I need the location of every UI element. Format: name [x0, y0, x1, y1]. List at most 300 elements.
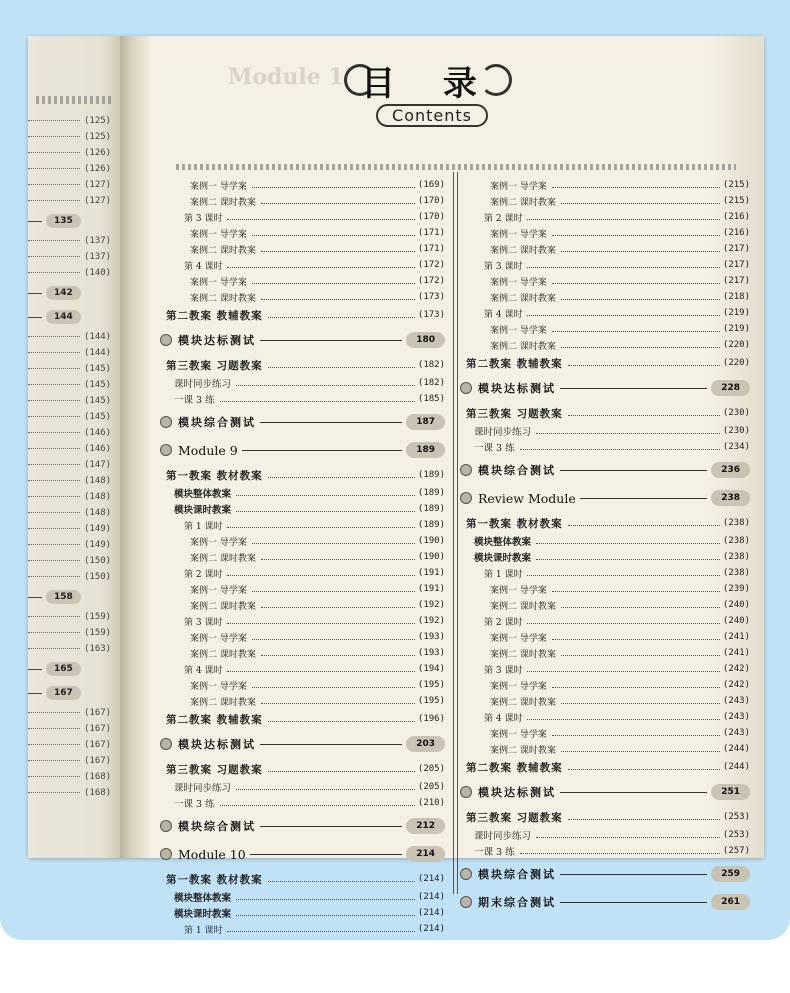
toc-entry[interactable]: [460, 403, 750, 423]
page-badge: 236: [711, 462, 750, 478]
toc-entry-page: (215): [722, 180, 750, 190]
toc-entry-page: (170): [417, 212, 445, 222]
toc-entry[interactable]: [160, 533, 445, 549]
module-heading[interactable]: [160, 841, 445, 867]
section-label: 模块综合测试: [178, 820, 256, 833]
left-page-entry-page: (159): [84, 628, 112, 638]
left-page-entry-page: (140): [84, 268, 112, 278]
toc-entry-page: (230): [722, 408, 750, 418]
dot-leader: [536, 559, 720, 560]
dot-leader: [28, 744, 80, 745]
dot-leader: [28, 184, 80, 185]
left-page-entry-page: (149): [84, 524, 112, 534]
toc-entry-page: (191): [417, 568, 445, 578]
left-page-entry-page: (145): [84, 380, 112, 390]
toc-entry-page: (219): [722, 324, 750, 334]
page-badge: 180: [406, 332, 445, 348]
left-page-rule: [28, 669, 42, 670]
toc-entry[interactable]: [160, 225, 445, 241]
toc-entry-label: 第二教案 教辅教案: [466, 357, 563, 370]
left-page-entry-page: (137): [84, 236, 112, 246]
toc-entry-label: 第三教案 习题教案: [466, 407, 563, 420]
ghost-module-text: Module 1: [228, 64, 344, 90]
left-page-entry: [28, 644, 114, 654]
left-page-entry: [28, 444, 114, 454]
toc-entry-label: 第二教案 教辅教案: [166, 713, 263, 726]
test-section[interactable]: [460, 861, 750, 887]
toc-entry[interactable]: [460, 549, 750, 565]
toc-entry-page: (182): [417, 378, 445, 388]
toc-entry[interactable]: [460, 597, 750, 613]
section-label: 模块达标测试: [178, 738, 256, 751]
toc-entry[interactable]: [460, 645, 750, 661]
section-rule: [580, 498, 707, 499]
left-page-entry: [28, 492, 114, 502]
dot-leader: [28, 200, 80, 201]
left-page-entry: [28, 132, 114, 142]
left-page-entry-page: (145): [84, 396, 112, 406]
toc-entry-page: (240): [722, 600, 750, 610]
toc-entry-label: 案例一 导学案: [490, 681, 547, 692]
toc-entry[interactable]: [460, 843, 750, 859]
bullet-circle-icon: [460, 464, 472, 476]
toc-entry[interactable]: [160, 517, 445, 533]
dot-leader: [227, 623, 414, 624]
toc-entry[interactable]: [460, 273, 750, 289]
toc-entry-label: 第二教案 教辅教案: [466, 761, 563, 774]
toc-entry[interactable]: [460, 565, 750, 581]
toc-entry[interactable]: [460, 321, 750, 337]
toc-entry[interactable]: [460, 757, 750, 777]
dot-leader: [28, 432, 80, 433]
dot-leader: [28, 352, 80, 353]
section-label: 模块综合测试: [478, 868, 556, 881]
test-section[interactable]: [460, 375, 750, 401]
dot-leader: [561, 751, 720, 752]
left-page-entry-page: (149): [84, 540, 112, 550]
toc-entry-label: 课时同步练习: [474, 831, 532, 842]
toc-entry-page: (173): [417, 292, 445, 302]
left-page-badge: [28, 686, 81, 700]
toc-entry-page: (189): [417, 488, 445, 498]
page-badge: 187: [406, 414, 445, 430]
dot-leader: [220, 805, 415, 806]
bullet-circle-icon: [160, 820, 172, 832]
toc-entry[interactable]: [160, 709, 445, 729]
dot-leader: [28, 240, 80, 241]
test-section[interactable]: [460, 889, 750, 915]
toc-entry-page: (244): [722, 762, 750, 772]
toc-entry-label: 案例二 课时教案: [490, 745, 556, 756]
toc-entry-page: (230): [722, 426, 750, 436]
toc-entry[interactable]: [160, 759, 445, 779]
toc-entry-label: 案例一 导学案: [490, 633, 547, 644]
dot-leader: [527, 267, 719, 268]
dot-leader: [236, 915, 415, 916]
left-page-entry-page: (137): [84, 252, 112, 262]
left-page-entry-page: (146): [84, 428, 112, 438]
page-badge: 228: [711, 380, 750, 396]
dot-leader: [28, 120, 80, 121]
toc-entry[interactable]: [460, 613, 750, 629]
toc-entry[interactable]: [460, 225, 750, 241]
toc-entry-label: 第 1 课时: [184, 925, 223, 936]
toc-entry[interactable]: [160, 677, 445, 693]
toc-entry[interactable]: [460, 193, 750, 209]
toc-entry[interactable]: [460, 661, 750, 677]
section-rule: [560, 792, 707, 793]
section-rule: [260, 422, 402, 423]
page-badge: 259: [711, 866, 750, 882]
page-title: 目 录: [361, 64, 495, 104]
toc-entry-page: (205): [417, 764, 445, 774]
toc-entry-page: (191): [417, 584, 445, 594]
toc-entry[interactable]: [160, 257, 445, 273]
toc-entry-label: 案例二 课时教案: [490, 601, 556, 612]
toc-entry-label: 一课 3 练: [174, 799, 215, 810]
toc-entry[interactable]: [160, 693, 445, 709]
dot-leader: [252, 639, 415, 640]
toc-entry-label: 第三教案 习题教案: [166, 763, 263, 776]
dot-leader: [536, 543, 720, 544]
toc-entry-page: (216): [722, 228, 750, 238]
left-page-entry: [28, 540, 114, 550]
toc-entry[interactable]: [160, 629, 445, 645]
toc-entry-label: 案例二 课时教案: [190, 197, 256, 208]
dot-leader: [561, 607, 720, 608]
toc-entry-page: (219): [722, 308, 750, 318]
toc-entry-label: 案例一 导学案: [190, 633, 247, 644]
toc-entry[interactable]: [160, 465, 445, 485]
dot-leader: [561, 703, 720, 704]
dot-leader: [227, 575, 414, 576]
bullet-circle-icon: [460, 868, 472, 880]
dot-leader: [527, 671, 719, 672]
dot-leader: [28, 512, 80, 513]
toc-entry[interactable]: [460, 533, 750, 549]
toc-entry-label: 案例一 导学案: [190, 229, 247, 240]
dot-leader: [268, 367, 415, 368]
toc-entry[interactable]: [160, 795, 445, 811]
left-page-entry: [28, 556, 114, 566]
dot-leader: [268, 771, 415, 772]
left-page-entry-page: (167): [84, 724, 112, 734]
bullet-circle-icon: [460, 382, 472, 394]
book-photo: [28, 36, 764, 936]
toc-entry[interactable]: [160, 779, 445, 795]
section-rule: [560, 388, 707, 389]
dot-leader: [236, 385, 415, 386]
dot-leader: [520, 449, 720, 450]
dot-leader: [561, 299, 720, 300]
dot-leader: [536, 837, 720, 838]
dot-leader: [28, 496, 80, 497]
dot-leader: [561, 251, 720, 252]
toc-entry[interactable]: [460, 677, 750, 693]
toc-entry-label: 第 3 课时: [184, 213, 223, 224]
toc-entry-page: (172): [417, 260, 445, 270]
bullet-circle-icon: [460, 786, 472, 798]
section-label: 模块综合测试: [178, 416, 256, 429]
dot-leader: [261, 607, 415, 608]
toc-entry-label: 案例二 课时教案: [490, 697, 556, 708]
dot-leader: [252, 591, 415, 592]
left-page-entry-page: (168): [84, 772, 112, 782]
toc-entry[interactable]: [460, 353, 750, 373]
toc-entry-page: (170): [417, 196, 445, 206]
toc-entry-label: 第 2 课时: [484, 617, 523, 628]
left-page-entry: [28, 180, 114, 190]
toc-entry-label: 第一教案 教材教案: [166, 469, 263, 482]
page-badge: 214: [406, 846, 445, 862]
toc-entry[interactable]: [160, 375, 445, 391]
dot-leader: [28, 168, 80, 169]
toc-entry-page: (253): [722, 830, 750, 840]
test-section[interactable]: [460, 457, 750, 483]
toc-entry[interactable]: [160, 549, 445, 565]
dot-leader: [28, 368, 80, 369]
left-page-entry-page: (148): [84, 476, 112, 486]
toc-entry[interactable]: [460, 513, 750, 533]
left-page-entry: [28, 164, 114, 174]
dot-leader: [552, 639, 720, 640]
dot-leader: [568, 365, 720, 366]
toc-entry-page: (243): [722, 712, 750, 722]
dot-leader: [568, 525, 720, 526]
toc-entry[interactable]: [160, 645, 445, 661]
page-badge: 158: [46, 590, 81, 604]
bullet-circle-icon: [160, 416, 172, 428]
toc-entry-label: 第 1 课时: [184, 521, 223, 532]
toc-entry[interactable]: [160, 485, 445, 501]
left-page-entry-page: (167): [84, 708, 112, 718]
toc-entry[interactable]: [160, 661, 445, 677]
toc-entry-label: 案例二 课时教案: [490, 245, 556, 256]
dot-leader: [268, 721, 415, 722]
toc-entry-label: 一课 3 练: [474, 847, 515, 858]
dot-leader: [561, 203, 720, 204]
section-rule: [260, 744, 402, 745]
toc-entry-page: (238): [722, 518, 750, 528]
dot-leader: [568, 819, 720, 820]
toc-entry[interactable]: [160, 869, 445, 889]
left-page-entry-page: (144): [84, 332, 112, 342]
section-label: 期末综合测试: [478, 896, 556, 909]
toc-entry-page: (192): [417, 616, 445, 626]
toc-entry[interactable]: [160, 597, 445, 613]
left-page-entry-page: (148): [84, 492, 112, 502]
toc-entry[interactable]: [460, 709, 750, 725]
toc-entry[interactable]: [160, 581, 445, 597]
toc-entry[interactable]: [460, 257, 750, 273]
toc-entry-page: (214): [417, 924, 445, 934]
left-page-entry-page: (125): [84, 132, 112, 142]
page-badge: 238: [711, 490, 750, 506]
toc-entry-label: 第 3 课时: [184, 617, 223, 628]
toc-entry[interactable]: [460, 693, 750, 709]
dot-leader: [268, 477, 415, 478]
toc-entry-label: 课时同步练习: [174, 379, 232, 390]
toc-entry[interactable]: [160, 501, 445, 517]
toc-entry-page: (190): [417, 552, 445, 562]
left-page-entry: [28, 612, 114, 622]
toc-entry-page: (194): [417, 664, 445, 674]
section-label: 模块综合测试: [478, 464, 556, 477]
toc-entry[interactable]: [160, 177, 445, 193]
toc-entry[interactable]: [160, 889, 445, 905]
toc-entry-page: (210): [417, 798, 445, 808]
test-section[interactable]: [160, 409, 445, 435]
dot-leader: [227, 527, 414, 528]
toc-entry-page: (243): [722, 728, 750, 738]
test-section[interactable]: [160, 813, 445, 839]
toc-entry-page: (242): [722, 664, 750, 674]
left-page-entry: [28, 116, 114, 126]
toc-entry-label: 案例二 课时教案: [190, 293, 256, 304]
toc-entry-label: 第 1 课时: [484, 569, 523, 580]
toc-entry-label: 案例一 导学案: [490, 277, 547, 288]
dot-leader: [28, 136, 80, 137]
module-heading[interactable]: [160, 437, 445, 463]
left-page-entry-page: (125): [84, 116, 112, 126]
dot-leader: [28, 272, 80, 273]
toc-entry[interactable]: [460, 725, 750, 741]
section-rule: [560, 470, 707, 471]
dot-leader: [268, 881, 415, 882]
toc-entry[interactable]: [460, 177, 750, 193]
toc-entry-page: (217): [722, 276, 750, 286]
toc-entry-page: (216): [722, 212, 750, 222]
dot-leader: [261, 655, 415, 656]
left-page-entry: [28, 724, 114, 734]
toc-entry-page: (234): [722, 442, 750, 452]
toc-entry[interactable]: [460, 337, 750, 353]
left-page-entry: [28, 348, 114, 358]
page-badge: 144: [46, 310, 81, 324]
book-gutter: [120, 36, 150, 858]
toc-entry[interactable]: [460, 629, 750, 645]
toc-entry[interactable]: [460, 289, 750, 305]
toc-entry[interactable]: [160, 355, 445, 375]
toc-entry-page: (189): [417, 470, 445, 480]
toc-entry-label: 模块课时教案: [174, 505, 232, 516]
dot-leader: [236, 495, 415, 496]
left-page-rule: [28, 293, 42, 294]
left-page-entry: [28, 364, 114, 374]
toc-entry-label: 模块课时教案: [174, 909, 232, 920]
toc-entry-label: 第一教案 教材教案: [466, 517, 563, 530]
section-label: Module 9: [178, 442, 238, 458]
dot-leader: [28, 448, 80, 449]
left-page-entry-page: (126): [84, 164, 112, 174]
toc-entry[interactable]: [160, 289, 445, 305]
toc-entry[interactable]: [160, 613, 445, 629]
left-page-entry-page: (167): [84, 740, 112, 750]
toc-entry[interactable]: [460, 241, 750, 257]
left-page-entry: [28, 412, 114, 422]
toc-entry-label: 案例二 课时教案: [190, 697, 256, 708]
dot-leader: [28, 728, 80, 729]
toc-entry[interactable]: [160, 391, 445, 407]
left-page-entry-page: (159): [84, 612, 112, 622]
bullet-circle-icon: [160, 848, 172, 860]
dot-leader: [28, 464, 80, 465]
toc-entry[interactable]: [460, 741, 750, 757]
toc-entry[interactable]: [160, 241, 445, 257]
toc-entry-label: 案例一 导学案: [190, 277, 247, 288]
toc-entry[interactable]: [460, 423, 750, 439]
left-page-entry-page: (163): [84, 644, 112, 654]
toc-entry-label: 第 3 课时: [484, 665, 523, 676]
toc-entry[interactable]: [460, 305, 750, 321]
toc-entry-label: 案例一 导学案: [490, 325, 547, 336]
test-section[interactable]: [160, 731, 445, 757]
dot-leader: [28, 544, 80, 545]
left-page-entry: [28, 508, 114, 518]
toc-entry-page: (215): [722, 196, 750, 206]
bullet-circle-icon: [160, 444, 172, 456]
toc-entry[interactable]: [160, 305, 445, 325]
toc-entry-label: 第 2 课时: [484, 213, 523, 224]
toc-entry[interactable]: [460, 581, 750, 597]
dot-leader: [252, 687, 415, 688]
toc-entry-label: 案例一 导学案: [190, 681, 247, 692]
toc-entry-page: (192): [417, 600, 445, 610]
left-page-entry-page: (150): [84, 572, 112, 582]
test-section[interactable]: [460, 779, 750, 805]
toc-entry[interactable]: [160, 273, 445, 289]
toc-entry[interactable]: [460, 439, 750, 455]
left-page-entry: [28, 196, 114, 206]
dot-leader: [252, 235, 415, 236]
dot-leader: [552, 331, 720, 332]
left-page-entry-page: (126): [84, 148, 112, 158]
page-badge: 135: [46, 214, 81, 228]
dot-leader: [568, 769, 720, 770]
test-section[interactable]: [160, 327, 445, 353]
toc-entry[interactable]: [460, 827, 750, 843]
toc-entry-page: (171): [417, 244, 445, 254]
module-heading[interactable]: [460, 485, 750, 511]
left-page-entry: [28, 788, 114, 798]
dot-leader: [268, 317, 415, 318]
toc-entry[interactable]: [160, 921, 445, 937]
toc-entry[interactable]: [160, 905, 445, 921]
dot-leader: [28, 336, 80, 337]
left-page-badge: [28, 590, 81, 604]
toc-entry[interactable]: [160, 209, 445, 225]
dot-leader: [552, 283, 720, 284]
toc-entry-page: (214): [417, 892, 445, 902]
toc-entry[interactable]: [460, 209, 750, 225]
toc-entry-label: 案例一 导学案: [490, 181, 547, 192]
toc-entry-page: (214): [417, 874, 445, 884]
toc-right-column: [460, 177, 750, 917]
section-rule: [260, 826, 402, 827]
page-badge: 212: [406, 818, 445, 834]
toc-entry[interactable]: [160, 193, 445, 209]
toc-entry-label: 第三教案 习题教案: [466, 811, 563, 824]
toc-entry-page: (172): [417, 276, 445, 286]
dot-leader: [261, 251, 415, 252]
dot-leader: [520, 853, 720, 854]
toc-entry[interactable]: [460, 807, 750, 827]
left-page-entry: [28, 252, 114, 262]
toc-entry[interactable]: [160, 565, 445, 581]
toc-entry-label: 模块课时教案: [474, 553, 532, 564]
toc-entry-label: 案例一 导学案: [190, 181, 247, 192]
left-page-entry-page: (145): [84, 412, 112, 422]
